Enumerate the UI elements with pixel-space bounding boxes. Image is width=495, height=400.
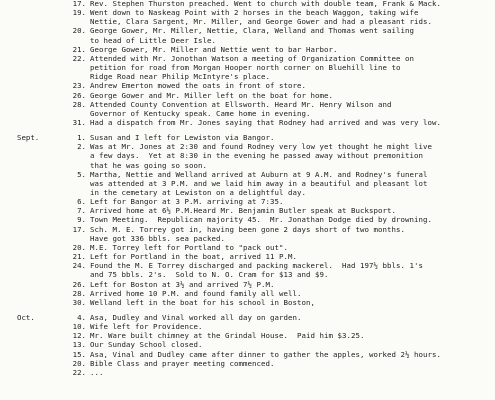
entry-day: 24. xyxy=(72,261,86,271)
entry-day: 7. xyxy=(77,206,86,216)
entry-text-line: George Gower, Mr. Miller, Nettie, Clara, Welland and Thomas went sailing xyxy=(90,26,414,36)
entry-day: 5. xyxy=(77,169,86,179)
entry-day: 23. xyxy=(72,81,86,91)
entry-day: 20. xyxy=(72,242,86,252)
entry-text-line: Have got 336 bbls. sea packed. xyxy=(90,233,225,243)
entry-day: 15. xyxy=(72,349,86,359)
entry-text-line: Town Meeting. Republican majority 45. Mr. Jonathan Dodge died by drowning. xyxy=(90,215,432,225)
entry-text-line: Left for Portland in the boat, arrived 11 P.M. xyxy=(90,252,297,262)
entry-text-line: Arrived home at 6½ P.M.Heard Mr. Benjamin Butler speak at Bucksport. xyxy=(90,206,396,216)
entry-text-line: Left for Bangor at 3 P.M. arriving at 7:35. xyxy=(90,197,284,207)
entry-day: 26. xyxy=(72,90,86,100)
entry-day: 2. xyxy=(77,142,86,152)
entry-text-line: Asa, Dudley and Vinal worked all day on garden. xyxy=(90,312,302,322)
entry-text-line: and 75 bbls. 2's. Sold to N. O. Cram for $13 and $9. xyxy=(90,270,329,280)
entry-text-line: to head of Little Deer Isle. xyxy=(90,35,216,45)
entry-day: 28. xyxy=(72,99,86,109)
entry-day: 17. xyxy=(72,0,86,8)
entry-text-line: Was at Mr. Jones at 2:30 and found Rodney very low yet thought he might live xyxy=(90,142,432,152)
entry-text-line: Found the M. E Torrey discharged and packing mackerel. Had 197½ bbls. 1's xyxy=(90,261,423,271)
entry-day: 21. xyxy=(72,252,86,262)
entry-day: 30. xyxy=(72,297,86,307)
entry-text-line: Governor of Kentucky speak. Came home in evening. xyxy=(90,108,311,118)
entry-day: 22. xyxy=(72,53,86,63)
entry-day: 31. xyxy=(72,117,86,127)
entry-text-line: that he was going so soon. xyxy=(90,160,207,170)
entry-text-line: Attended with Mr. Jonothan Watson a meeting of Organization Committee on xyxy=(90,53,414,63)
entry-text-line: Susan and I left for Lewiston via Bangor. xyxy=(90,133,275,143)
month-label: Sept. xyxy=(17,133,40,143)
entry-text-line: Bible Class and prayer meeting commenced. xyxy=(90,358,275,368)
entry-day: 21. xyxy=(72,44,86,54)
entry-day: 1. xyxy=(77,133,86,143)
entry-day: 12. xyxy=(72,331,86,341)
entry-text-line: Asa, Vinal and Dudley came after dinner to gather the apples, worked 2½ hours. xyxy=(90,349,441,359)
entry-text-line: George Gower and Mr. Miller left on the boat for home. xyxy=(90,90,333,100)
entry-text-line: Martha, Nettie and Welland arrived at Auburn at 9 A.M. and Rodney's funeral xyxy=(90,169,428,179)
entry-day: 17. xyxy=(72,224,86,234)
entry-text-line: was attended at 3 P.M. and we laid him away in a beautiful and pleasant lot xyxy=(90,178,428,188)
month-label: Oct. xyxy=(17,312,35,322)
entry-text-line: George Gower, Mr. Miller and Nettie went to bar Harbor. xyxy=(90,44,338,54)
entry-day: 13. xyxy=(72,340,86,350)
entry-day: 26. xyxy=(72,279,86,289)
entry-day: 19. xyxy=(72,8,86,18)
entry-day: 20. xyxy=(72,358,86,368)
entry-text-line: Arrived home 10 P.M. and found family all well. xyxy=(90,288,302,298)
entry-day: 4. xyxy=(77,312,86,322)
entry-text-line: petition for road from Morgan Hooper north corner on Bluehill line to xyxy=(90,63,401,73)
entry-text-line: Left for Boston at 3½ and arrived 7½ P.M. xyxy=(90,279,275,289)
entry-text-line: Rev. Stephen Thurston preached. Went to church with double team, Frank & Mack. xyxy=(90,0,441,8)
entry-text-line: Our Sunday School closed. xyxy=(90,340,203,350)
entry-text-line: Attended County Convention at Ellsworth. Heard Mr. Henry Wilson and xyxy=(90,99,392,109)
entry-text-line: M.E. Torrey left for Portland to "pack out". xyxy=(90,242,288,252)
entry-text-line: Wife left for Providence. xyxy=(90,322,203,332)
entry-day: 28. xyxy=(72,288,86,298)
entry-day: 20. xyxy=(72,26,86,36)
entry-text-line: Went down to Naskeag Point with 2 horses in the beach Waggon, taking wife xyxy=(90,8,419,18)
entry-text-line: Andrew Emerton mowed the oats in front of store. xyxy=(90,81,306,91)
entry-day: 22. xyxy=(72,367,86,377)
entry-text-line: a few days. Yet at 8:30 in the evening he passed away without premonition xyxy=(90,151,423,161)
entry-text-line: Had a dispatch from Mr. Jones saying that Rodney had arrived and was very low. xyxy=(90,117,441,127)
entry-day: 10. xyxy=(72,322,86,332)
entry-day: 6. xyxy=(77,197,86,207)
entry-text-line: Sch. M. E. Torrey got in, having been gone 2 days short of two months. xyxy=(90,224,405,234)
entry-text-line: ... xyxy=(90,367,104,377)
entry-text-line: Nettie, Clara Sargent, Mr. Miller, and George Gower and had a pleasant rids. xyxy=(90,17,432,27)
entry-text-line: Welland left in the boat for his school in Boston, xyxy=(90,297,315,307)
entry-day: 9. xyxy=(77,215,86,225)
entry-text-line: in the cemetary at Lewiston on a delightful day. xyxy=(90,188,306,197)
entry-text-line: Mr. Ware built chimney at the Grindal House. Paid him $3.25. xyxy=(90,331,365,341)
entry-text-line: Ridge Road near Philip McIntyre's place. xyxy=(90,72,270,82)
